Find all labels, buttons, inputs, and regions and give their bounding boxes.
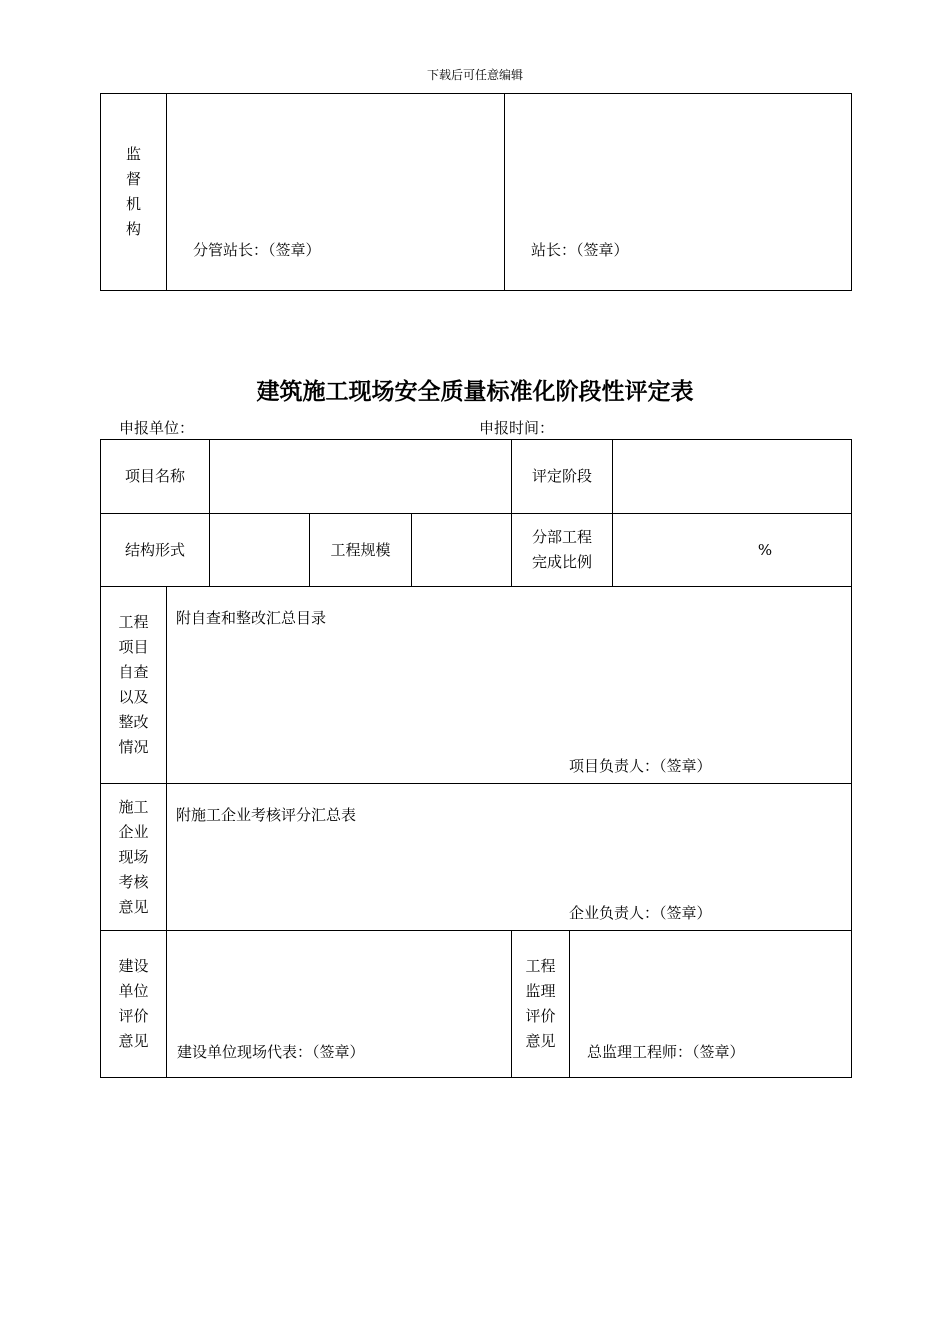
self-check-label-line: 工程: [118, 613, 149, 631]
eval-stage-value: [613, 440, 852, 514]
self-check-label-line: 情况: [118, 738, 149, 756]
completion-unit: %: [613, 514, 852, 587]
station-head-cell: [505, 94, 852, 291]
self-check-label-line: 项目: [118, 638, 149, 656]
header-note: 下载后可任意编辑: [426, 68, 523, 82]
project-name-value: [210, 440, 512, 514]
completion-label-line-1: 分部工程: [532, 528, 593, 546]
enterprise-label-line: 考核: [118, 872, 149, 891]
owner-label-line: 单位: [118, 982, 149, 1000]
self-check-label-line: 整改: [118, 713, 149, 731]
self-check-label-line: 以及: [118, 688, 149, 706]
enterprise-label-line: 意见: [118, 897, 149, 916]
project-manager-signature: 项目负责人：（签章）: [569, 757, 712, 775]
sub-station-head-cell: [167, 94, 505, 291]
owner-label-line: 评价: [118, 1007, 149, 1025]
sub-station-head-signature: 分管站长：（签章）: [193, 241, 321, 259]
supervisor-label-line: 意见: [525, 1032, 556, 1050]
project-name-label: 项目名称: [101, 440, 210, 514]
self-check-content: 附自查和整改汇总目录: [176, 609, 327, 627]
apply-time-label: 申报时间：: [479, 419, 555, 437]
owner-label-line: 建设: [118, 957, 149, 975]
supervisor-label: [512, 931, 570, 1078]
owner-representative-signature: 建设单位现场代表：（签章）: [177, 1043, 365, 1061]
self-check-label: [101, 587, 167, 784]
supervisor-label-line: 监理: [525, 982, 556, 1000]
eval-stage-label: 评定阶段: [512, 440, 613, 514]
supervision-label-1: 监: [125, 145, 141, 163]
supervision-label-3: 机: [125, 195, 141, 213]
form-title: 建筑施工现场安全质量标准化阶段性评定表: [256, 379, 694, 405]
completion-label-line-2: 完成比例: [532, 553, 593, 571]
enterprise-manager-signature: 企业负责人：（签章）: [569, 904, 712, 922]
supervision-label-4: 构: [125, 220, 141, 238]
evaluation-table: [100, 439, 852, 1078]
supervision-label: [101, 94, 167, 291]
chief-supervisor-signature: 总监理工程师：（签章）: [587, 1043, 745, 1061]
enterprise-label-line: 施工: [118, 797, 149, 816]
enterprise-label-line: 现场: [118, 847, 149, 866]
scale-label: 工程规模: [310, 514, 412, 587]
enterprise-content: 附施工企业考核评分汇总表: [176, 806, 357, 824]
station-head-signature: 站长：（签章）: [531, 241, 629, 259]
owner-content-cell: [167, 931, 512, 1078]
supervisor-label-line: 工程: [525, 957, 556, 975]
self-check-content-cell: [167, 587, 852, 784]
owner-label: [101, 931, 167, 1078]
supervisor-label-line: 评价: [525, 1007, 556, 1025]
applicant-unit-label: 申报单位：: [119, 419, 195, 437]
owner-label-line: 意见: [118, 1032, 149, 1050]
supervisor-content-cell: [570, 931, 852, 1078]
completion-label: [512, 514, 613, 587]
supervision-table: [100, 93, 852, 291]
enterprise-label-line: 企业: [118, 822, 149, 841]
scale-value: [412, 514, 512, 587]
structure-label: 结构形式: [101, 514, 210, 587]
self-check-label-line: 自查: [118, 663, 149, 681]
enterprise-label: [101, 784, 167, 931]
enterprise-content-cell: [167, 784, 852, 931]
structure-value: [210, 514, 310, 587]
supervision-label-2: 督: [125, 170, 141, 188]
